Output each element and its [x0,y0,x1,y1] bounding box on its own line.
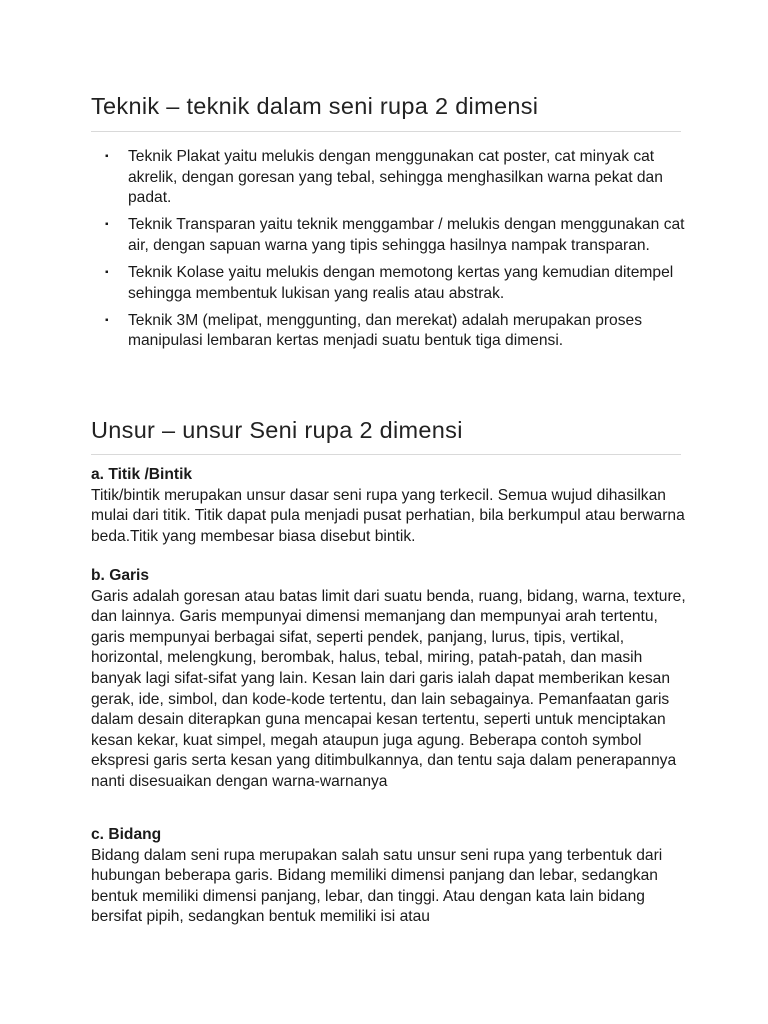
section-heading-teknik: Teknik – teknik dalam seni rupa 2 dimensi [91,93,539,119]
list-item-text: Teknik Plakat yaitu melukis dengan menggunakan cat poster, cat minyak cat akrelik, dengan goresan yang tebal, sehingga menghasilkan warna pekat dan padat. [128,148,663,207]
bullet-icon: ▪ [105,151,109,162]
list-item [91,147,691,209]
section-divider [91,454,681,455]
list-item [91,311,691,352]
list-item-text: Teknik 3M (melipat, menggunting, dan merekat) adalah merupakan proses manipulasi lembaran kertas menjadi suatu bentuk tiga dimensi. [128,311,642,350]
list-item-text: Teknik Kolase yaitu melukis dengan memotong kertas yang kemudian ditempel sehingga membentuk lukisan yang realis atau abstrak. [128,263,674,302]
subsection-title: c. Bidang [91,826,162,843]
subsection-body: Bidang dalam seni rupa merupakan salah satu unsur seni rupa yang terbentuk dari hubungan beberapa garis. Bidang memiliki dimensi panjang dan lebar, sedangkan bentuk memiliki dimensi panjang, lebar, dan tinggi. Atau dengan kata lain bidang bersifat pipih, sedangkan bentuk memiliki isi atau [91,846,663,926]
subsection-title: b. Garis [91,567,150,584]
subsection-titik [91,465,691,547]
section-divider [91,131,681,132]
bullet-icon: ▪ [105,219,109,231]
subsection-bidang [91,825,691,928]
section-heading-unsur: Unsur – unsur Seni rupa 2 dimensi [91,417,463,443]
subsection-body: Titik/bintik merupakan unsur dasar seni rupa yang terkecil. Semua wujud dihasilkan mulai dari titik. Titik dapat pula menjadi pusat perhatian, bila berkumpul atau berwarna beda.Titik yang membesar biasa disebut bintik. [91,486,685,545]
subsection-title: a. Titik /Bintik [91,466,193,483]
teknik-list [91,147,691,358]
list-item-text: Teknik Transparan yaitu teknik menggambar / melukis dengan menggunakan cat air, dengan sapuan warna yang tipis sehingga hasilnya nampak transparan. [128,216,685,254]
subsection-garis [91,566,691,793]
subsection-body: Garis adalah goresan atau batas limit dari suatu benda, ruang, bidang, warna, texture, dan lainnya. Garis mempunyai dimensi memanjang dan mempunyai arah tertentu, garis mempunyai berbagai sifat, seperti pendek, panjang, lurus, tipis, vertikal, horizontal, melengkung, berombak, halus, tebal, miring, patah-patah, dan masih banyak lagi sifat-sifat yang lain. Kesan lain dari garis ialah dapat memberikan kesan gerak, ide, simbol, dan kode-kode tertentu, dan lain sebagainya. Pemanfaatan garis dalam desain diterapkan guna mencapai kesan tertentu, seperti untuk menciptakan kesan kekar, kuat simpel, megah ataupun juga agung. Beberapa contoh symbol ekspresi garis serta kesan yang ditimbulkannya, dan tentu saja dalam penerapannya nanti disesuaikan dengan warna-warnanya [91,587,686,790]
bullet-icon: ▪ [105,314,109,326]
bullet-icon: ▪ [105,266,109,278]
list-item [91,263,691,304]
list-item [91,215,691,256]
